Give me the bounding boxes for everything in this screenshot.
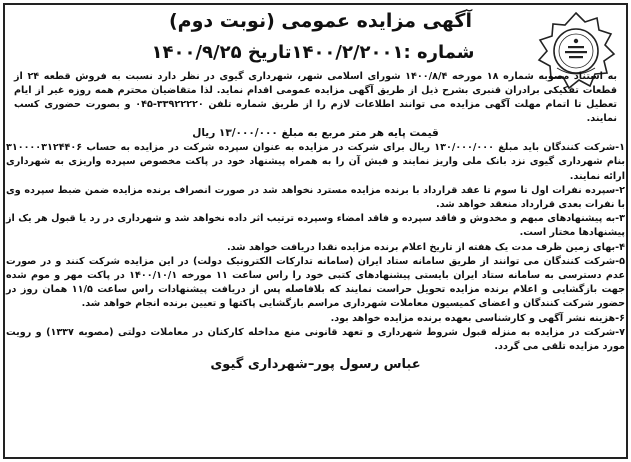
clause-2: ۲-سپرده نفرات اول تا سوم تا عقد قرارداد با برنده مزایده مسترد نخواهد شد در صورت انصراف برنده مزایده ضمن ضبط سپرده وی با نفرات بعدی قرارداد منعقد خواهد شد. — [6, 184, 625, 211]
notice-header — [6, 6, 625, 124]
clause-3: ۳-به پیشنهادهای مبهم و مخدوش و فاقد سپرده و فاقد امضاء وسپرده ترتیب اثر داده نخواهد شد و شهرداری در رد یا قبول هر یک از پیشنهادها مختار است. — [6, 213, 625, 239]
notice-title: آگهی مزایده عمومی (نوبت دوم) — [169, 10, 472, 32]
clause-6: ۶-هزینه نشر آگهی و کارشناسی بعهده برنده مزایده خواهد بود. — [330, 312, 625, 324]
notice-body — [6, 126, 625, 372]
signature: عباس رسول پور–شهرداری گیوی — [210, 357, 421, 373]
notice-number-date: شماره :۱۴۰۰/۲/۲۰۰۱تاریخ ۱۴۰۰/۹/۲۵ — [151, 42, 475, 63]
clause-7: ۷-شرکت در مزایده به منزله قبول شروط شهرداری و تعهد قانونی منع مداخله کارکنان در معاملات دولتی (مصوبه ۱۳۳۷) و رویت مورد مزایده تلقی می گردد. — [6, 326, 626, 353]
base-price-line: قیمت پایه هر متر مربع به مبلغ ۱۳/۰۰۰/۰۰۰ ریال — [192, 127, 439, 139]
clause-5: ۵-شرکت کنندگان می توانند از طریق سامانه ستاد ایران (سامانه تدارکات الکترونیک دولت) در این مزایده شرکت کنند و در صورت عدم دسترسی به سامانه ستاد ایران بایستی پیشنهادهای کتبی خود را راس ساعت ۱۱ مورخه ۱۴۰۰/۱۰/۱ در پاکت مهر و موم شده جهت بازگشایی و اعلام برنده مزایده تحویل حراست نمایند که بلافاصله پس از دریافت پیشنهادات راس ساعت ۱۱/۵ همان روز در حضور شرکت کنندگان و اعضای کمیسیون معاملات شهرداری مراسم بازگشایی پاکتها و تعیین برنده انجام خواهد شد. — [6, 255, 626, 310]
intro-paragraph: به استناد مصوبه شماره ۱۸ مورخه ۱۴۰۰/۸/۴ شورای اسلامی شهر، شهرداری گیوی در نظر دارد نسبت به فروش قطعه ۲۴ از قطعات تفکیکی برادران قنبری بشرح ذیل از طریق آگهی مزایده عمومی اقدام نماید. لذا متقاضیان محترم همه روزه غیر از ایام تعطیل تا اتمام مهلت آگهی مزایده می توانند اطلاعات لازم را از طریق شماره تلفن ۳۳۹۲۲۲۲۰-۰۴۵ و بصورت حضوری کسب نمایند. — [14, 71, 618, 124]
clause-1: ۱-شرکت کنندگان باید مبلغ ۱۳۰/۰۰۰/۰۰۰ ریال برای شرکت در مزایده به عنوان سپرده شرکت در مزایده به حساب ۳۱۰۰۰۰۳۱۲۴۴۰۶ بنام شهرداری گیوی نزد بانک ملی واریز نمایند و فیش آن را به همراه پیشنهاد خود در پاکت مخصوص سپرده واریزی به شهرداری ارائه نمایند. — [6, 142, 625, 182]
clause-4: ۴-بهای زمین ظرف مدت یک هفته از تاریخ اعلام برنده مزایده نقدا دریافت خواهد شد. — [227, 241, 625, 253]
